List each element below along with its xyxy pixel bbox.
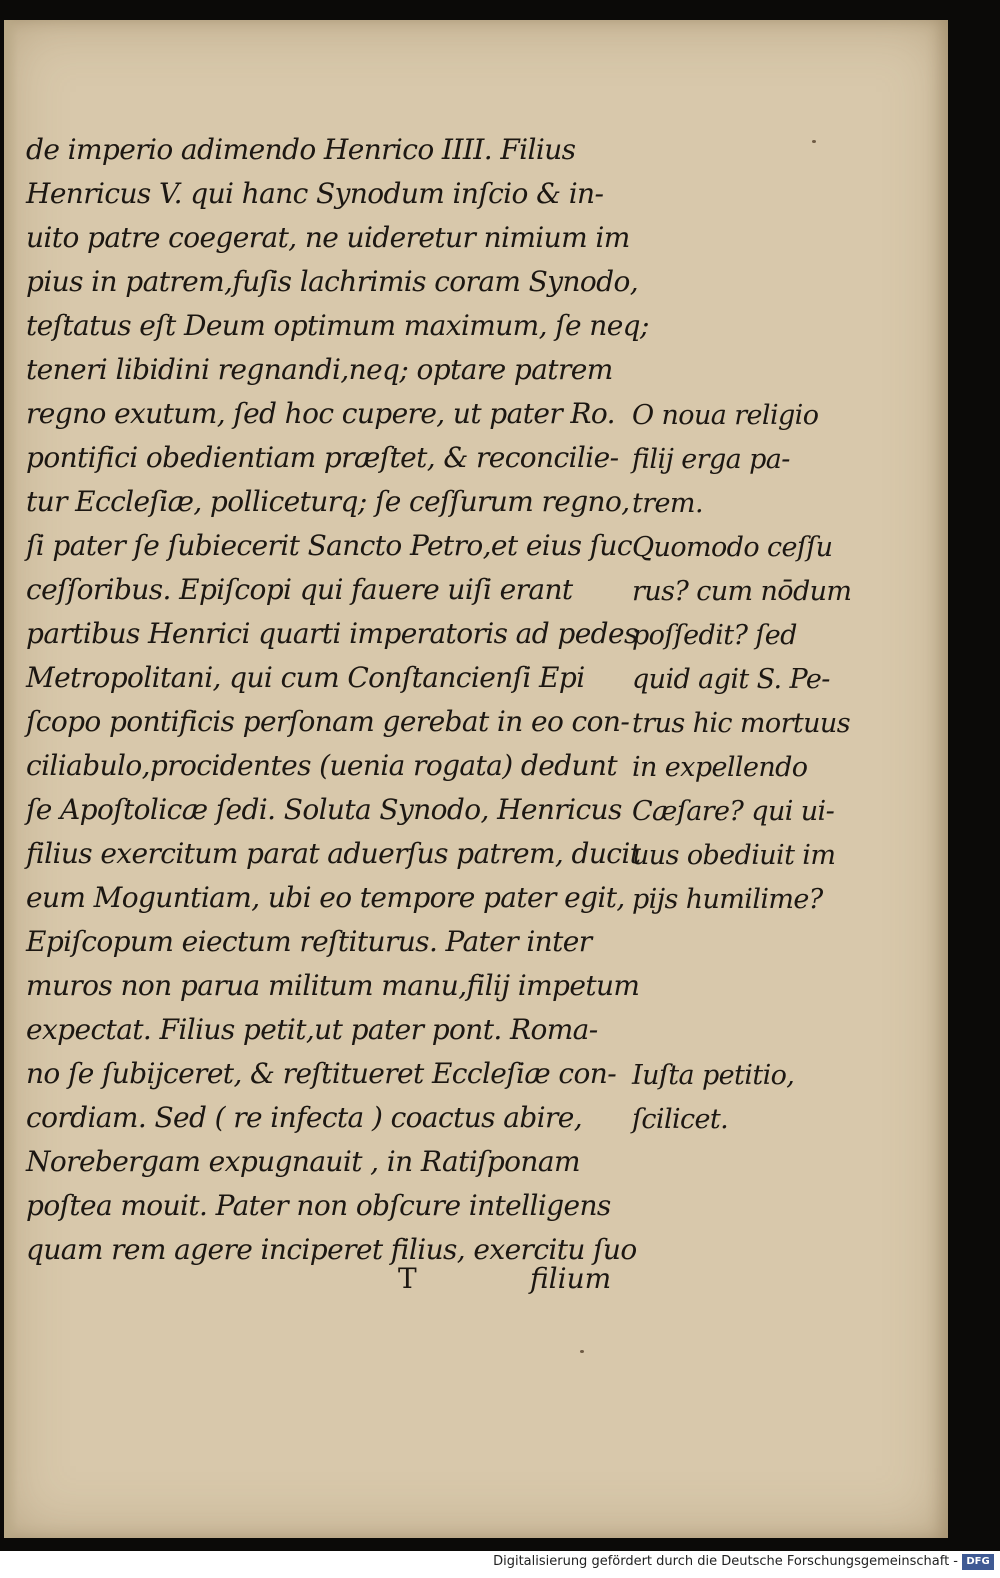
text-line: partibus Henrici quarti imperatoris ad pedes	[26, 617, 638, 650]
text-line: quam rem agere inciperet filius, exercitu ſuo	[26, 1233, 637, 1266]
footer-credit: Digitalisierung gefördert durch die Deutsche Forschungsgemeinschaft -	[493, 1554, 958, 1569]
text-line: pontifici obedientiam præſtet, & reconcilie-	[26, 441, 619, 474]
margin-note-line: Cæſare? qui ui-	[632, 796, 835, 827]
text-line: Henricus V. qui hanc Synodum inſcio & in-	[26, 177, 604, 210]
text-line: Epiſcopum eiectum reſtiturus. Pater inter	[26, 925, 592, 958]
text-line: muros non parua militum manu,filij impetum	[26, 969, 640, 1002]
margin-note-line: filij erga pa-	[632, 444, 790, 475]
catchword: filium	[530, 1262, 612, 1295]
dfg-logo: DFG	[962, 1554, 994, 1570]
text-line: filius exercitum parat aduerſus patrem, ducit	[26, 837, 641, 870]
margin-note-line: uus obediuit im	[632, 840, 836, 871]
text-line: teneri libidini regnandi,neq; optare patrem	[26, 353, 613, 386]
margin-note-line: pijs humilime?	[632, 884, 823, 915]
text-line: de imperio adimendo Henrico IIII. Filius	[26, 133, 576, 166]
margin-note-line: trem.	[632, 488, 703, 519]
text-line: pius in patrem,fuſis lachrimis coram Synodo,	[26, 265, 639, 298]
text-line: ſe Apoſtolicæ ſedi. Soluta Synodo, Henricus	[26, 793, 622, 826]
text-line: ſi pater ſe ſubiecerit Sancto Petro,et eius ſuc	[26, 529, 632, 562]
margin-note-line: trus hic mortuus	[632, 708, 850, 739]
margin-note-line: Iuſta petitio,	[632, 1060, 795, 1091]
text-line: no ſe ſubijceret, & reſtitueret Eccleſiæ con-	[26, 1057, 617, 1090]
margin-note-line: rus? cum nōdum	[632, 576, 852, 607]
text-line: tur Eccleſiæ, polliceturq; ſe ceſſurum regno,	[26, 485, 630, 518]
signature-mark: T	[398, 1262, 417, 1295]
margin-note-line: poſſedit? ſed	[632, 620, 797, 651]
text-line: eum Moguntiam, ubi eo tempore pater egit,	[26, 881, 625, 914]
paper-fleck	[580, 1350, 584, 1353]
text-line: teſtatus eſt Deum optimum maximum, ſe neq;	[26, 309, 649, 342]
text-line: Norebergam expugnauit , in Ratiſponam	[26, 1145, 580, 1178]
text-line: cordiam. Sed ( re infecta ) coactus abire,	[26, 1101, 583, 1134]
text-line: poſtea mouit. Pater non obſcure intelligens	[26, 1189, 611, 1222]
margin-note-line: quid agit S. Pe-	[632, 664, 830, 695]
text-line: expectat. Filius petit,ut pater pont. Roma-	[26, 1013, 598, 1046]
margin-note-line: in expellendo	[632, 752, 808, 783]
margin-note-line: O noua religio	[632, 400, 819, 431]
text-line: regno exutum, ſed hoc cupere, ut pater Ro.	[26, 397, 615, 430]
page-gutter-shadow	[4, 20, 18, 1538]
paper-fleck	[812, 140, 816, 143]
text-line: uito patre coegerat, ne uideretur nimium im	[26, 221, 630, 254]
margin-note-line: ſcilicet.	[632, 1104, 729, 1135]
text-line: Metropolitani, qui cum Conſtancienſi Epi	[26, 661, 585, 694]
text-line: ſcopo pontificis perſonam gerebat in eo con-	[26, 705, 630, 738]
margin-note-line: Quomodo ceſſu	[632, 532, 833, 563]
text-line: ceſſoribus. Epiſcopi qui fauere uiſi erant	[26, 573, 573, 606]
text-line: ciliabulo,procidentes (uenia rogata) dedunt	[26, 749, 618, 782]
